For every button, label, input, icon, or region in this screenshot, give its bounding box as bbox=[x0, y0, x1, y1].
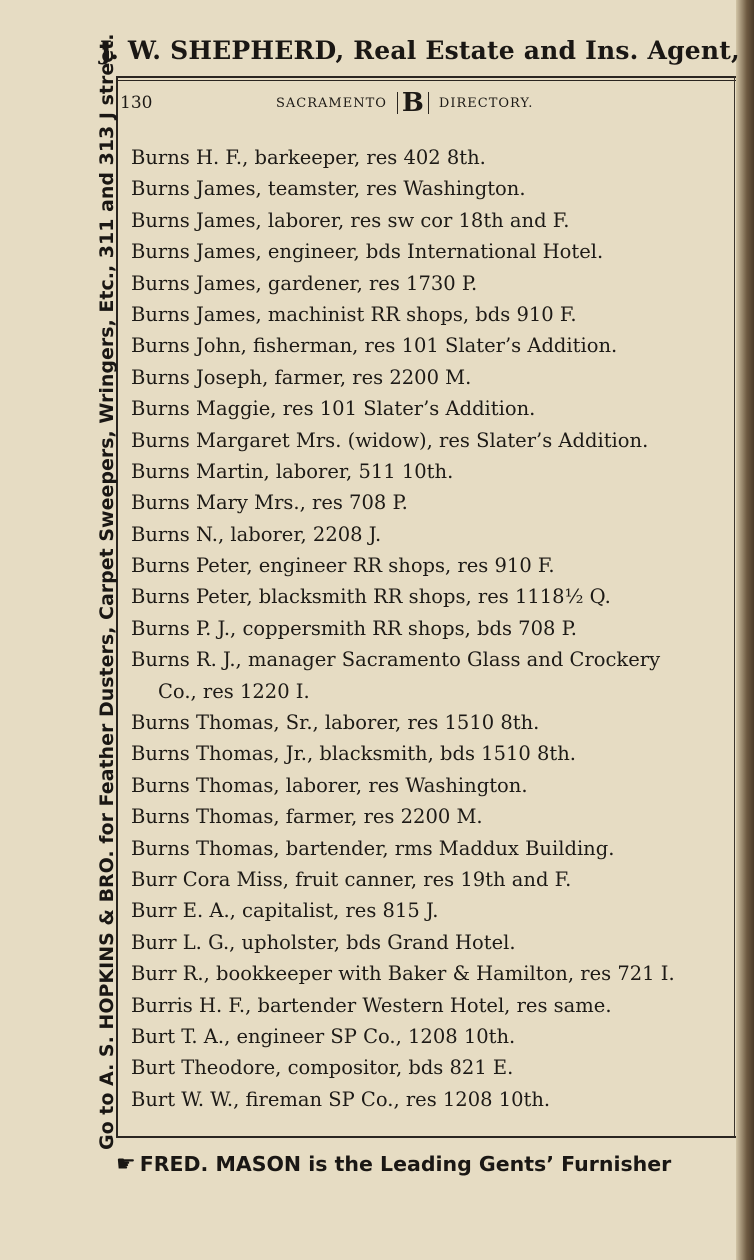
header-directory: DIRECTORY. bbox=[438, 95, 534, 111]
list-item: Burns James, teamster, res Washington. bbox=[131, 177, 526, 201]
list-item: Burris H. F., bartender Western Hotel, res same. bbox=[131, 993, 612, 1017]
top-rule bbox=[116, 76, 736, 78]
list-item: Burt Theodore, compositor, bds 821 E. bbox=[131, 1056, 514, 1080]
list-item: Burns N., laborer, 2208 J. bbox=[131, 522, 382, 546]
list-item: Burns Martin, laborer, 511 10th. bbox=[131, 459, 454, 483]
list-item: Burns John, fisherman, res 101 Slater’s Addition. bbox=[131, 334, 618, 358]
top-rule-thin bbox=[116, 80, 736, 81]
frame-right-rule bbox=[734, 76, 735, 1138]
list-item: Burr E. A., capitalist, res 815 J. bbox=[131, 899, 439, 923]
list-item: Burr Cora Miss, fruit canner, res 19th and F. bbox=[131, 867, 572, 891]
list-item: Burt W. W., fireman SP Co., res 1208 10th. bbox=[131, 1087, 551, 1111]
list-item: Burns James, laborer, res sw cor 18th and F. bbox=[131, 208, 570, 232]
list-item: Burns Thomas, Sr., laborer, res 1510 8th. bbox=[131, 711, 540, 735]
list-item: Burns Thomas, laborer, res Washington. bbox=[131, 773, 528, 797]
list-item: Burns James, engineer, bds International Hotel. bbox=[131, 240, 604, 264]
list-item: Burt T. A., engineer SP Co., 1208 10th. bbox=[131, 1024, 516, 1048]
list-item: Burns R. J., manager Sacramento Glass and Crockery bbox=[131, 648, 661, 672]
page-edge bbox=[736, 0, 754, 1260]
list-item: Burns Thomas, farmer, res 2200 M. bbox=[131, 805, 483, 829]
list-item: Burns Peter, blacksmith RR shops, res 1118½ Q. bbox=[131, 585, 611, 609]
bottom-advertisement bbox=[116, 1146, 740, 1182]
directory-entries bbox=[131, 142, 731, 1115]
side-advertisement: Go to A. S. HOPKINS & BRO. for Feather Dusters, Carpet Sweepers, Wringers, Etc., 311 and 313 J street. bbox=[96, 33, 118, 1150]
list-item: Burns Thomas, Jr., blacksmith, bds 1510 8th. bbox=[131, 742, 576, 766]
list-item: Burns Peter, engineer RR shops, res 910 F. bbox=[131, 554, 555, 578]
list-item: Burns Thomas, bartender, rms Maddux Building. bbox=[131, 836, 615, 860]
bottom-advertisement-text: FRED. MASON is the Leading Gents’ Furnisher bbox=[139, 1152, 672, 1176]
list-item-continuation: Co., res 1220 I. bbox=[158, 679, 310, 703]
list-item: Burns Margaret Mrs. (widow), res Slater’s Addition. bbox=[131, 428, 649, 452]
header-city: SACRAMENTO bbox=[276, 95, 387, 111]
list-item: Burns Mary Mrs., res 708 P. bbox=[131, 491, 408, 515]
list-item: Burr L. G., upholster, bds Grand Hotel. bbox=[131, 930, 516, 954]
list-item: Burns Joseph, farmer, res 2200 M. bbox=[131, 365, 472, 389]
page-header bbox=[120, 88, 600, 118]
list-item: Burns H. F., barkeeper, res 402 8th. bbox=[131, 146, 486, 169]
bottom-rule bbox=[116, 1136, 736, 1138]
header-letter: B bbox=[397, 92, 429, 114]
list-item: Burns P. J., coppersmith RR shops, bds 708 P. bbox=[131, 616, 577, 640]
top-advertisement: J. W. SHEPHERD, Real Estate and Ins. Agent, bbox=[100, 36, 740, 65]
list-item: Burns James, gardener, res 1730 P. bbox=[131, 271, 478, 295]
list-item: Burr R., bookkeeper with Baker & Hamilton, res 721 I. bbox=[131, 962, 675, 986]
list-item: Burns Maggie, res 101 Slater’s Addition. bbox=[131, 397, 536, 421]
page-number: 130 bbox=[120, 93, 153, 113]
pointing-hand-icon: ☛ bbox=[116, 1151, 136, 1177]
list-item: Burns James, machinist RR shops, bds 910 F. bbox=[131, 302, 577, 326]
